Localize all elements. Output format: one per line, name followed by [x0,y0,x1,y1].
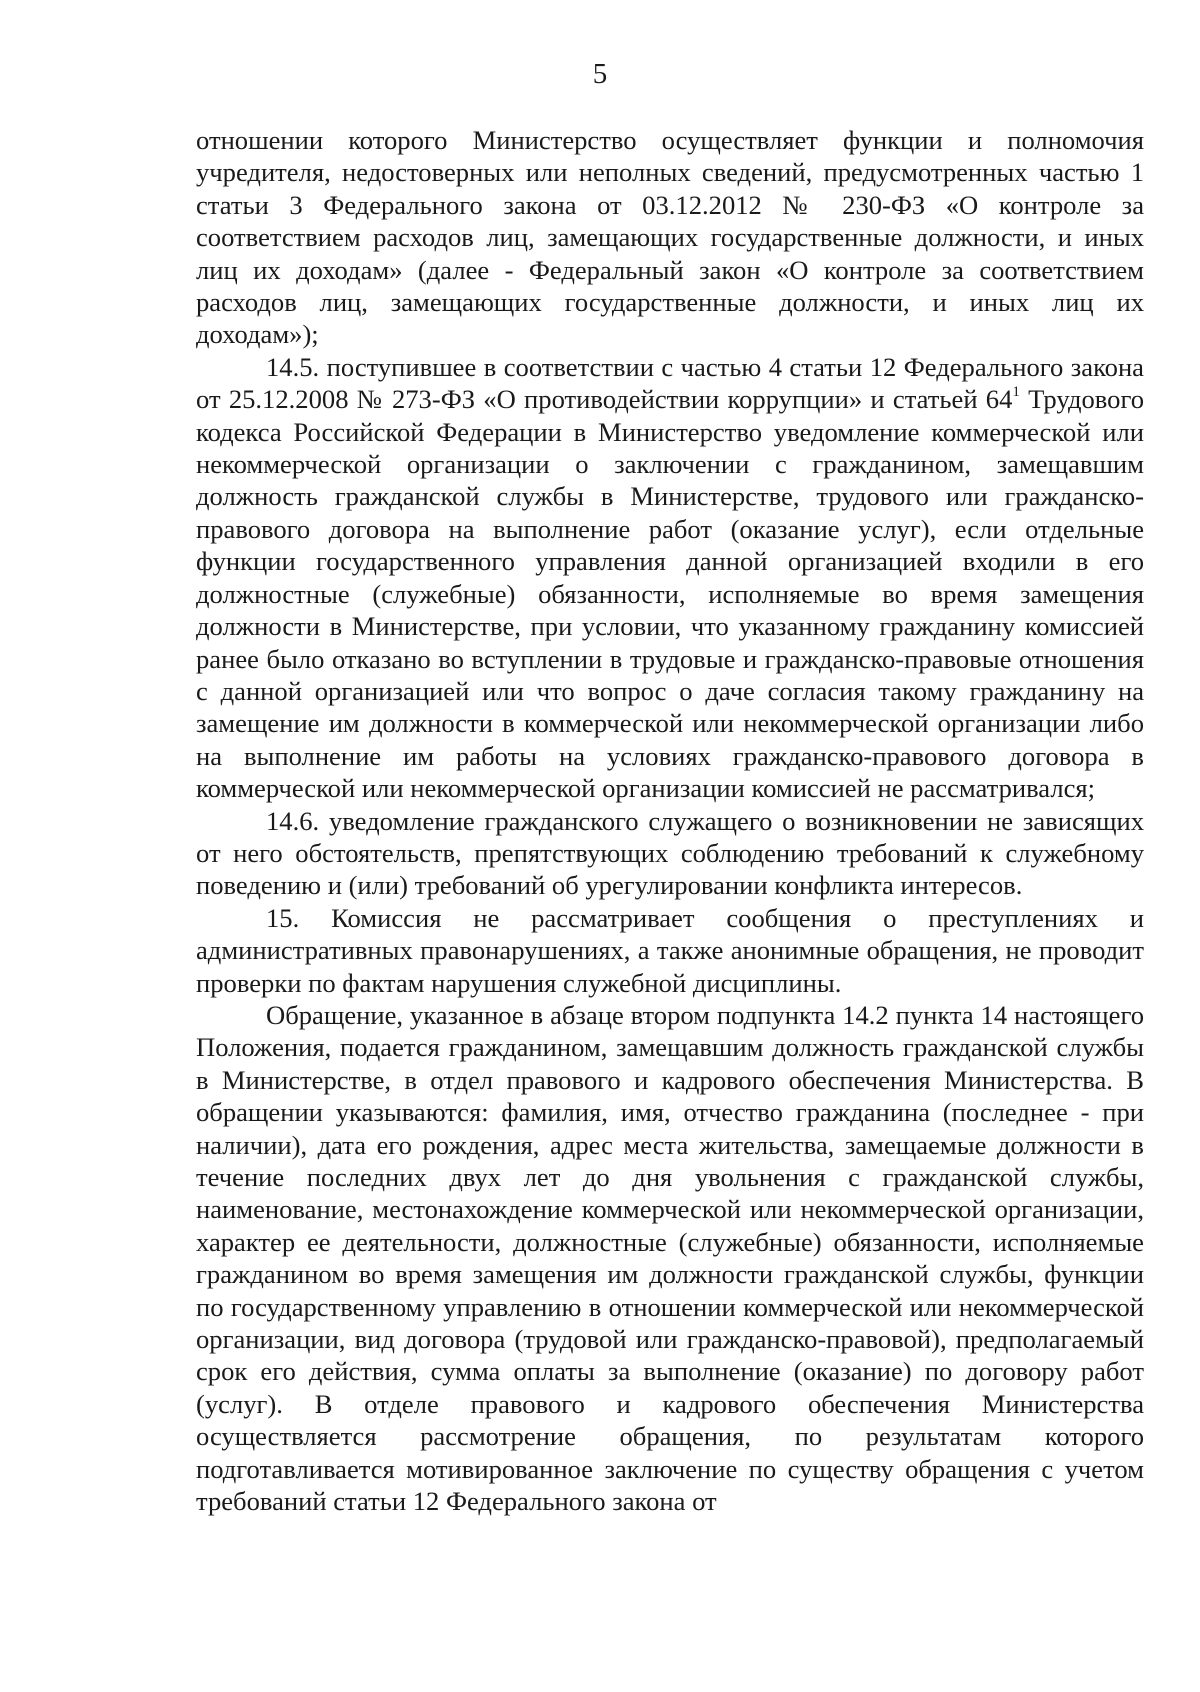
document-body [196,124,1144,1517]
paragraph-continuation: отношении которого Министерство осуществляет функции и полномочия учредителя, недостоверных или неполных сведений, предусмотренных частью 1 статьи 3 Федерального закона от 03.12.2012 № 230-ФЗ «О контроле за соответствием расходов лиц, замещающих государственные должности, и иных лиц их доходам» (далее - Федеральный закон «О контроле за соответствием расходов лиц, замещающих государственные должности, и иных лиц их доходам»); [196,125,1144,350]
article-superscript: 1 [1012,384,1020,401]
paragraph-14-5-rest: Трудового кодекса Российской Федерации в Министерство уведомление коммерческой или некоммерческой организации о заключении с гражданином, замещавшим должность гражданской службы в Министерстве, трудового или гражданско-правового договора на выполнение работ (оказание услуг), если отдельные функции государственного управления данной организацией входили в его должностные (служебные) обязанности, исполняемые во время замещения должности в Министерстве, при условии, что указанному гражданину комиссией ранее было отказано во вступлении в трудовые и гражданско-правовые отношения с данной организацией или что вопрос о даче согласия такому гражданину на замещение им должности в коммерческой или некоммерческой организации либо на выполнение им работы на условиях гражданско-правового договора в коммерческой или некоммерческой организации комиссией не рассматривался; [196,384,1144,804]
paragraph-appeal: Обращение, указанное в абзаце втором подпункта 14.2 пункта 14 настоящего Положения, подается гражданином, замещавшим должность гражданской службы в Министерстве, в отдел правового и кадрового обеспечения Министерства. В обращении указываются: фамилия, имя, отчество гражданина (последнее - при наличии), дата его рождения, адрес места жительства, замещаемые должности в течение последних двух лет до дня увольнения с гражданской службы, наименование, местонахождение коммерческой или некоммерческой организации, характер ее деятельности, должностные (служебные) обязанности, исполняемые гражданином во время замещения им должности гражданской службы, функции по государственному управлению в отношении коммерческой или некоммерческой организации, вид договора (трудовой или гражданско-правовой), предполагаемый срок его действия, сумма оплаты за выполнение (оказание) по договору работ (услуг). В отделе правового и кадрового обеспечения Министерства осуществляется рассмотрение обращения, по результатам которого подготавливается мотивированное заключение по существу обращения с учетом требований статьи 12 Федерального закона от [196,999,1144,1517]
paragraph-14-5-start: 14.5. поступившее в соответствии с частью 4 статьи 12 Федерального закона от 25.12.2008 № 273-ФЗ «О противодействии коррупции» и статьей 64 [196,351,1144,415]
paragraph-15: 15. Комиссия не рассматривает сообщения о преступлениях и административных правонарушениях, а также анонимные обращения, не проводит проверки по фактам нарушения служебной дисциплины. [196,902,1144,998]
page-number: 5 [592,58,608,90]
paragraph-14-6: 14.6. уведомление гражданского служащего о возникновении не зависящих от него обстоятельств, препятствующих соблюдению требований к служебному поведению и (или) требований об урегулировании конфликта интересов. [196,805,1144,901]
paragraph-14-5 [196,351,1144,805]
